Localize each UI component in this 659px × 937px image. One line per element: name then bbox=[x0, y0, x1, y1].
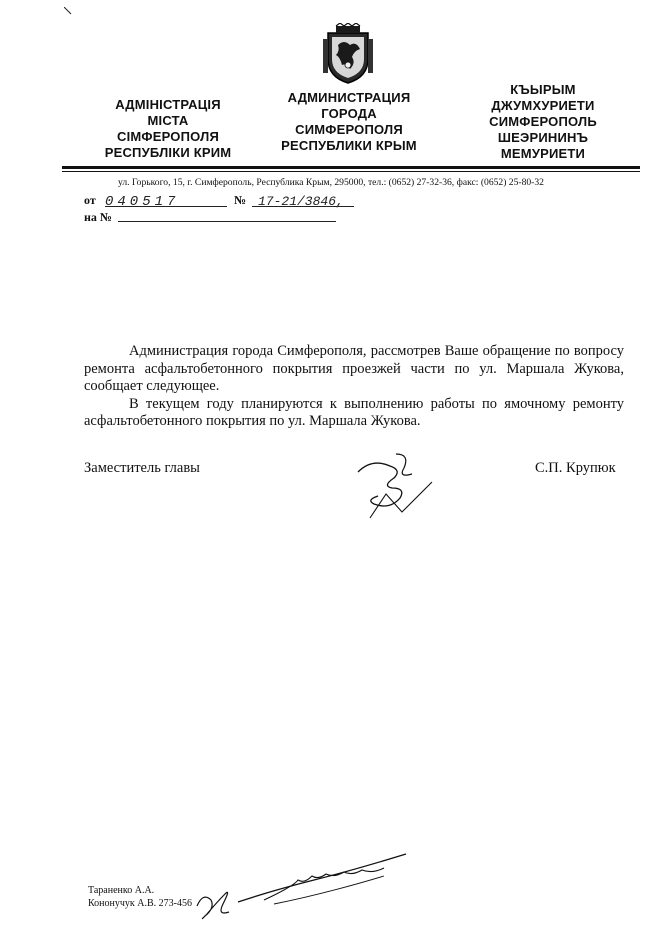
header-right-line: КЪЫРЫМ bbox=[510, 82, 576, 97]
body-paragraph: В текущем году планируются к выполнению работы по ямочному ремонту асфальтобетонного покрытия по ул. Маршала Жукова. bbox=[84, 395, 624, 429]
body-paragraph: Администрация города Симферополя, рассмотрев Ваше обращение по вопросу ремонта асфальтобетонного покрытия проезжей части по ул. Маршала Жукова, сообщает следующее. bbox=[84, 343, 624, 394]
address-line: ул. Горького, 15, г. Симферополь, Республика Крым, 295000, тел.: (0652) 27-32-36, факс: (0652) 25-80-32 bbox=[118, 177, 544, 188]
signatory-position: Заместитель главы bbox=[84, 460, 200, 476]
header-divider-thick bbox=[62, 166, 640, 169]
initials-scribble bbox=[193, 884, 237, 924]
header-center-line: РЕСПУБЛИКИ КРЫМ bbox=[281, 138, 417, 153]
crimea-coat-of-arms-icon bbox=[322, 23, 374, 85]
header-right-line: ШЕЭРИНИНЪ bbox=[497, 130, 589, 145]
header-center-line: ГОРОДА bbox=[321, 106, 377, 121]
signature-scribble bbox=[352, 452, 436, 520]
header-divider-thin bbox=[62, 171, 640, 172]
header-right-line: ДЖУМХУРИЕТИ bbox=[491, 98, 595, 113]
to-number-field bbox=[118, 208, 336, 222]
executor-line: Тараненко А.А. bbox=[88, 885, 155, 896]
number-label: № bbox=[234, 193, 247, 207]
signatory-name: С.П. Крупюк bbox=[535, 460, 616, 476]
header-center-russian bbox=[268, 90, 430, 154]
executor-line: Кононучук А.В. 273-456 bbox=[88, 898, 192, 909]
date-field bbox=[105, 192, 227, 210]
header-center-line: АДМИНИСТРАЦИЯ bbox=[287, 90, 411, 105]
header-left-line: МІСТА СІМФЕРОПОЛЯ bbox=[116, 113, 219, 144]
scan-mark bbox=[64, 2, 72, 10]
header-right-line: МЕМУРИЕТИ bbox=[500, 146, 586, 161]
number-value: 17-21/3846, bbox=[258, 194, 344, 209]
header-right-crimean-tatar bbox=[468, 82, 618, 162]
from-label: от bbox=[84, 193, 96, 207]
date-value: 040517 bbox=[105, 194, 180, 210]
stamp-scribble bbox=[234, 850, 410, 910]
header-center-line: СИМФЕРОПОЛЯ bbox=[295, 122, 403, 137]
to-number-label: на № bbox=[84, 210, 112, 224]
header-left-ukrainian bbox=[98, 97, 238, 161]
header-right-line: СИМФЕРОПОЛЬ bbox=[489, 114, 597, 129]
number-field bbox=[252, 192, 354, 207]
letter-body bbox=[84, 343, 624, 431]
header-left-line: РЕСПУБЛІКИ КРИМ bbox=[104, 145, 232, 160]
header-left-line: АДМІНІСТРАЦІЯ bbox=[115, 97, 221, 112]
